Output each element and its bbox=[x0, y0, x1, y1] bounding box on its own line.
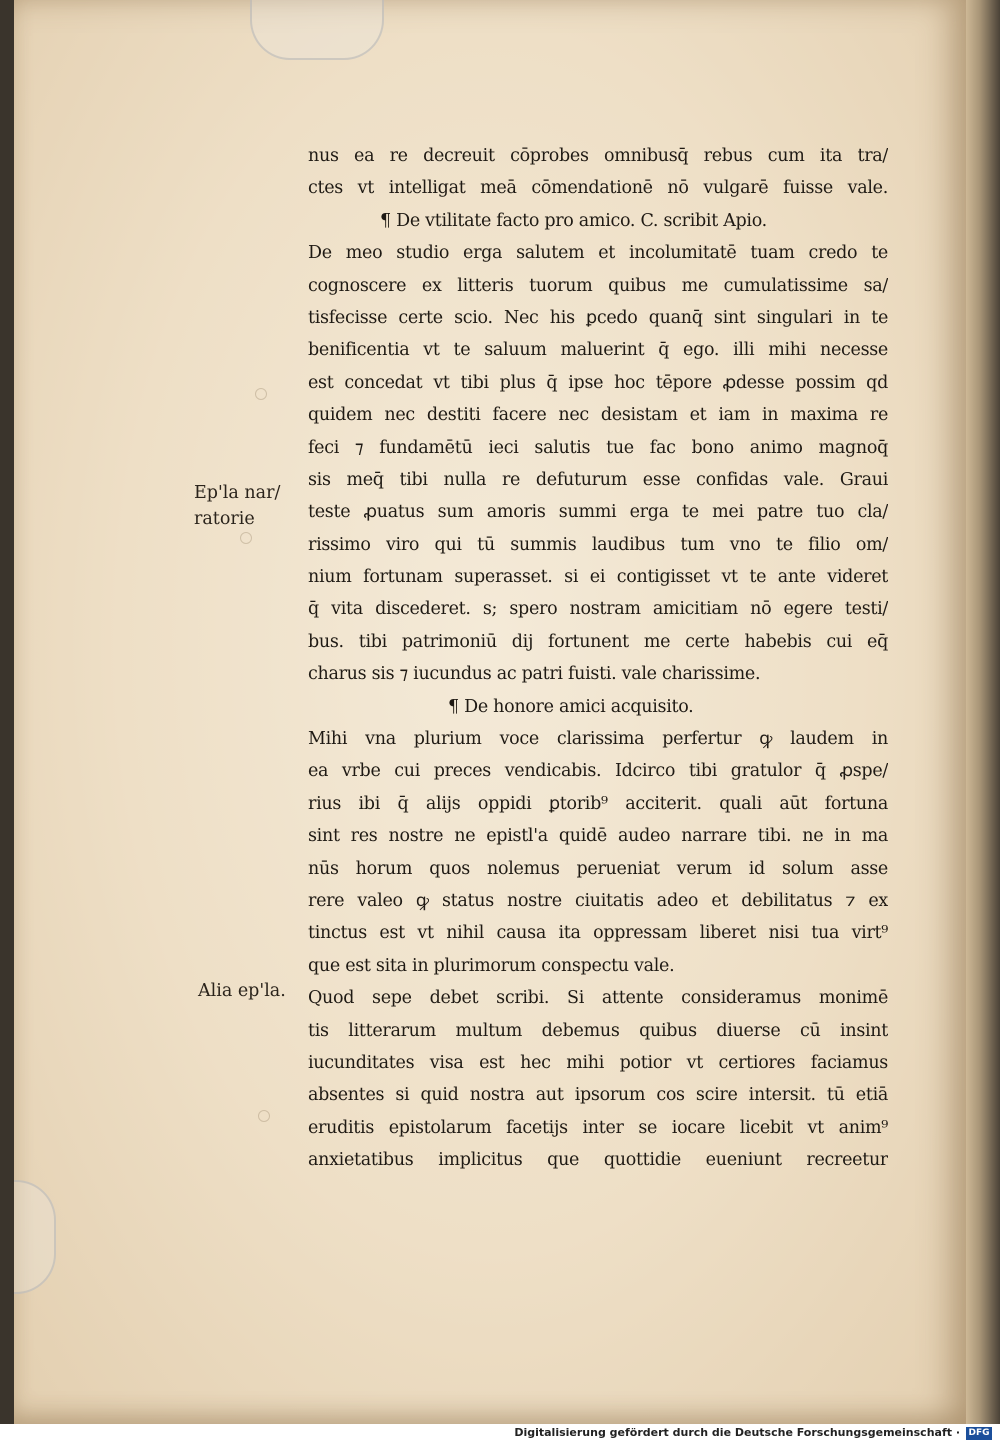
text-line: est concedat vt tibi plus q̄ ipse hoc tēpore ꝓdesse possim qd bbox=[308, 372, 888, 393]
page-hole bbox=[240, 532, 252, 544]
text-line: rere valeo ꝙ status nostre ciuitatis adeo et debilitatus ⁊ ex bbox=[308, 890, 888, 911]
text-line: bus. tibi patrimoniū dij fortunent me certe habebis cui eq̄ bbox=[308, 631, 888, 652]
text-line: eruditis epistolarum facetijs inter se iocare licebit vt anim⁹ bbox=[308, 1117, 888, 1138]
text-line: sint res nostre ne epistl'a quidē audeo narrare tibi. ne in ma bbox=[308, 826, 888, 847]
margin-note-1-line1: Ep'la nar/ bbox=[194, 483, 281, 503]
text-line: que est sita in plurimorum conspectu vale. bbox=[308, 955, 675, 976]
text-line: Quod sepe debet scribi. Si attente consideramus monimē bbox=[308, 988, 888, 1009]
margin-note-2-text: Alia ep'la. bbox=[198, 981, 286, 1001]
text-line: quidem nec destiti facere nec desistam et iam in maxima re bbox=[308, 405, 888, 426]
funding-credit: Digitalisierung gefördert durch die Deutsche Forschungsgemeinschaft · bbox=[514, 1426, 960, 1439]
section-heading: ¶ De vtilitate facto pro amico. C. scribit Apio. bbox=[380, 210, 767, 231]
text-line: ea vrbe cui preces vendicabis. Idcirco tibi gratulor q̄ ꝓspe/ bbox=[308, 761, 888, 782]
text-line: tisfecisse certe scio. Nec his ꝑcedo quanq̄ sint singulari in te bbox=[308, 307, 888, 328]
text-line: q̄ vita discederet. s; spero nostram amicitiam nō egere testi/ bbox=[308, 599, 888, 620]
text-line: benificentia vt te saluum maluerint q̄ ego. illi mihi necesse bbox=[308, 340, 888, 361]
text-line: teste ꝓuatus sum amoris summi erga te mei patre tuo cla/ bbox=[308, 502, 888, 523]
page-hole bbox=[258, 1110, 270, 1122]
text-line: nus ea re decreuit cōprobes omnibusq̄ rebus cum ita tra/ bbox=[308, 146, 888, 166]
text-line: rius ibi q̄ alijs oppidi ꝑtorib⁹ acciterit. quali aūt fortuna bbox=[308, 793, 888, 814]
footer-bar bbox=[0, 1424, 1000, 1444]
text-line: nūs horum quos nolemus perueniat verum id solum asse bbox=[308, 858, 888, 879]
margin-note-2 bbox=[198, 978, 286, 1004]
text-line: iucunditates visa est hec mihi potior vt certiores faciamus bbox=[308, 1052, 888, 1073]
margin-note-1-line2: ratorie bbox=[194, 509, 255, 529]
text-line: De meo studio erga salutem et incolumitatē tuam credo te bbox=[308, 243, 888, 264]
text-line: tinctus est vt nihil causa ita oppressam liberet nisi tua virt⁹ bbox=[308, 923, 888, 944]
text-line: absentes si quid nostra aut ipsorum cos scire intersit. tū etiā bbox=[308, 1085, 888, 1106]
text-line: nium fortunam superasset. si ei contigisset vt te ante videret bbox=[308, 567, 888, 588]
text-line: rissimo viro qui tū summis laudibus tum vno te filio om/ bbox=[308, 534, 888, 555]
body-text bbox=[308, 140, 888, 1177]
margin-note-1 bbox=[194, 480, 280, 532]
page-hole bbox=[255, 388, 267, 400]
text-line: ctes vt intelligat meā cōmendationē nō vulgarē fuisse vale. bbox=[308, 178, 888, 199]
text-line: Mihi vna plurium voce clarissima perfertur ꝙ laudem in bbox=[308, 729, 888, 750]
paper-clip-top bbox=[250, 0, 384, 60]
text-line: tis litterarum multum debemus quibus diuerse cū insint bbox=[308, 1020, 888, 1041]
text-line: anxietatibus implicitus que quottidie eueniunt recreetur bbox=[308, 1150, 888, 1171]
dfg-logo: DFG bbox=[966, 1427, 992, 1440]
text-line: sis meq̄ tibi nulla re defuturum esse confidas vale. Graui bbox=[308, 469, 888, 490]
text-line: charus sis ⁊ iucundus ac patri fuisti. vale charissime. bbox=[308, 664, 761, 685]
section-heading: ¶ De honore amici acquisito. bbox=[448, 696, 694, 717]
text-line: feci ⁊ fundamētū ieci salutis tue fac bono animo magnoq̄ bbox=[308, 437, 888, 458]
page-edge bbox=[966, 0, 1000, 1424]
text-line: cognoscere ex litteris tuorum quibus me cumulatissime sa/ bbox=[308, 275, 888, 296]
